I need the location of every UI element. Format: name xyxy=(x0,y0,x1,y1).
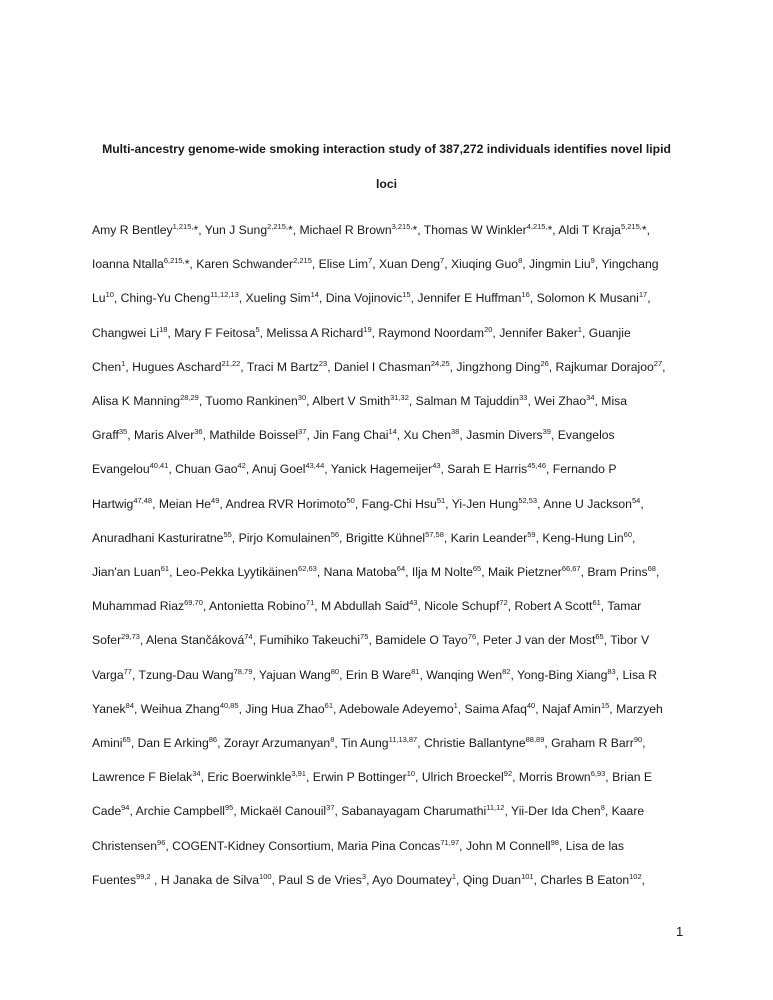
author-name: Amy R Bentley xyxy=(92,223,173,237)
affiliation-superscript: 56 xyxy=(330,529,340,539)
affiliation-superscript: 65 xyxy=(122,734,131,744)
author-name: , Wei Zhao xyxy=(527,394,587,408)
affiliation-superscript: 15 xyxy=(600,700,610,710)
author-name: , Weihua Zhang xyxy=(134,701,220,716)
affiliation-superscript: 49 xyxy=(211,495,220,505)
author-name: Chen xyxy=(92,359,122,374)
author-name: , Maik Pietzner xyxy=(481,565,562,579)
author-name: Fuentes xyxy=(92,872,137,887)
affiliation-superscript: 86 xyxy=(208,734,218,744)
author-name: , xyxy=(632,530,636,545)
author-name: , Solomon K Musani xyxy=(529,291,639,306)
author-name: Muhammad Riaz xyxy=(92,599,185,614)
affiliation-superscript: 52,53 xyxy=(518,495,538,505)
author-name: , Paul S de Vries xyxy=(271,872,362,887)
author-name: , Mary F Feitosa xyxy=(167,325,256,340)
affiliation-superscript: 11,12,13 xyxy=(210,290,239,300)
author-name: , Anne U Jackson xyxy=(537,496,632,511)
affiliation-superscript: 88,89 xyxy=(525,734,545,744)
author-line xyxy=(92,735,692,751)
affiliation-superscript: 98 xyxy=(550,837,559,847)
affiliation-superscript: 76 xyxy=(467,632,477,642)
affiliation-superscript: 31,32 xyxy=(390,392,409,402)
author-line xyxy=(92,530,692,546)
author-name: , Antonietta Robino xyxy=(202,599,306,614)
affiliation-superscript: 51 xyxy=(436,495,446,505)
author-line xyxy=(92,427,692,443)
affiliation-superscript: 34 xyxy=(192,769,201,779)
author-name: , Ching-Yu Cheng xyxy=(113,291,211,306)
author-line xyxy=(92,872,692,888)
author-name: , Tibor V xyxy=(603,633,650,648)
affiliation-superscript: 68 xyxy=(647,563,656,573)
affiliation-superscript: 55 xyxy=(223,529,232,539)
author-name: , xyxy=(662,359,666,374)
author-name: , Karin Leander xyxy=(443,530,528,545)
author-name: , Elise Lim xyxy=(311,257,369,272)
affiliation-superscript: 100 xyxy=(259,871,272,881)
author-line xyxy=(92,359,692,375)
author-name: Amini xyxy=(92,736,123,750)
affiliation-superscript: 2,215, xyxy=(267,221,288,231)
author-name: , Erwin P Bottinger xyxy=(305,770,407,785)
affiliation-superscript: 39 xyxy=(542,427,551,437)
author-line xyxy=(92,496,692,512)
author-name: , Saima Afaq xyxy=(457,701,527,716)
author-name: Varga xyxy=(92,667,124,682)
author-name: Sofer xyxy=(92,633,122,648)
affiliation-superscript: 29,73 xyxy=(121,632,140,642)
affiliation-superscript: 21,22 xyxy=(221,358,241,368)
affiliation-superscript: 92 xyxy=(503,769,513,779)
affiliation-superscript: 16 xyxy=(521,290,530,300)
author-name: , Fang-Chi Hsu xyxy=(354,496,437,511)
author-name: , Wanqing Wen xyxy=(419,667,503,682)
affiliation-superscript: 19 xyxy=(363,324,372,334)
author-name: , Ulrich Broeckel xyxy=(415,770,504,785)
affiliation-superscript: 8 xyxy=(330,734,335,744)
affiliation-superscript: 78,79 xyxy=(233,666,253,676)
affiliation-superscript: 4,215, xyxy=(526,221,548,231)
affiliation-superscript: 61 xyxy=(592,598,601,608)
affiliation-superscript: 62,63 xyxy=(298,563,317,573)
author-name: *, Michael R Brown xyxy=(287,223,392,237)
paper-title-line-1: Multi-ancestry genome-wide smoking interaction study of 387,272 individuals identifies novel lipid xyxy=(102,142,671,156)
author-line xyxy=(92,701,692,717)
affiliation-superscript: 83 xyxy=(607,666,616,676)
author-name: , Erin B Ware xyxy=(339,667,412,682)
author-name: , Sarah E Harris xyxy=(440,462,528,477)
affiliation-superscript: 1 xyxy=(451,871,457,881)
affiliation-superscript: 59 xyxy=(527,529,536,539)
author-line xyxy=(92,256,692,272)
author-name: , Zorayr Arzumanyan xyxy=(217,736,331,750)
author-name: , Eric Boerwinkle xyxy=(200,770,292,785)
affiliation-superscript: 11,12 xyxy=(486,803,505,813)
author-name: , Lisa de las xyxy=(558,838,625,853)
affiliation-superscript: 90 xyxy=(633,734,643,744)
author-name: , Tzung-Dau Wang xyxy=(131,667,234,682)
author-name: , Dan E Arking xyxy=(130,736,209,750)
author-name: , Fernando P xyxy=(546,462,617,477)
author-name: , Pirjo Komulainen xyxy=(231,530,331,545)
affiliation-superscript: 23 xyxy=(318,358,328,368)
affiliation-superscript: 1 xyxy=(453,700,458,710)
author-name: , Archie Campbell xyxy=(129,804,225,819)
affiliation-superscript: 66,67 xyxy=(561,563,581,573)
author-line xyxy=(92,769,692,785)
affiliation-superscript: 71,97 xyxy=(440,837,460,847)
affiliation-superscript: 45,46 xyxy=(527,461,547,471)
affiliation-superscript: 94 xyxy=(121,803,130,813)
author-name: , Jingmin Liu xyxy=(522,257,591,272)
author-name: , Yanick Hagemeijer xyxy=(324,462,433,477)
author-name: , Leo-Pekka Lyytikäinen xyxy=(169,565,299,579)
author-name: , Fumihiko Takeuchi xyxy=(252,633,361,648)
author-name: , Yii-Der Ida Chen xyxy=(504,804,601,819)
author-name: *, Karen Schwander xyxy=(184,257,294,272)
author-name: , Jing Hua Zhao xyxy=(238,701,325,716)
author-name: , Yingchang xyxy=(594,257,659,272)
affiliation-superscript: 50 xyxy=(346,495,355,505)
affiliation-superscript: 33 xyxy=(519,392,528,402)
affiliation-superscript: 42 xyxy=(237,461,246,471)
affiliation-superscript: 37 xyxy=(298,427,307,437)
affiliation-superscript: 24,25 xyxy=(430,358,450,368)
author-name: Evangelou xyxy=(92,462,150,477)
author-name: Changwei Li xyxy=(92,325,160,340)
author-name: , Christie Ballantyne xyxy=(417,736,526,750)
affiliation-superscript: 1,215, xyxy=(172,221,194,231)
affiliation-superscript: 40,41 xyxy=(149,461,169,471)
author-name: , Mickaël Canouil xyxy=(233,804,327,819)
affiliation-superscript: 10 xyxy=(105,290,114,300)
affiliation-superscript: 3 xyxy=(361,871,367,881)
author-name: , Robert A Scott xyxy=(507,599,593,614)
author-name: , Maris Alver xyxy=(127,428,195,443)
author-name: , Chuan Gao xyxy=(168,462,238,477)
author-name: , Marzyeh xyxy=(609,701,663,716)
author-name: , Evangelos xyxy=(550,428,615,443)
author-name: , Yajuan Wang xyxy=(252,667,331,682)
affiliation-superscript: 84 xyxy=(125,700,134,710)
affiliation-superscript: 3,91 xyxy=(291,769,306,779)
author-name: , xyxy=(642,736,646,750)
author-name: , Xueling Sim xyxy=(238,291,311,306)
author-name: , Ilja M Nolte xyxy=(405,565,473,579)
author-line xyxy=(92,325,692,341)
affiliation-superscript: 80 xyxy=(330,666,340,676)
author-name: , Tamar xyxy=(600,599,642,614)
author-line xyxy=(92,222,692,238)
affiliation-superscript: 75 xyxy=(360,632,369,642)
author-name: , xyxy=(640,496,644,511)
author-name: , Jingzhong Ding xyxy=(449,359,541,374)
author-name: , John M Connell xyxy=(459,838,551,853)
affiliation-superscript: 2,215 xyxy=(293,256,312,266)
affiliation-superscript: 28,29 xyxy=(180,392,199,402)
author-name: , Jasmin Divers xyxy=(459,428,543,443)
page-number: 1 xyxy=(676,924,684,939)
author-line xyxy=(92,393,692,409)
author-name: , Tuomo Rankinen xyxy=(198,394,298,408)
affiliation-superscript: 38 xyxy=(450,427,460,437)
affiliation-superscript: 99,2 xyxy=(136,871,151,881)
author-name: , xyxy=(641,872,646,887)
author-name: , Brigitte Kühnel xyxy=(339,530,426,545)
affiliation-superscript: 77 xyxy=(123,666,132,676)
affiliation-superscript: 14 xyxy=(388,427,397,437)
author-line xyxy=(92,290,692,306)
paper-title-line-2: loci xyxy=(376,177,397,191)
author-name: , Morris Brown xyxy=(512,770,591,785)
author-name: , Yong-Bing Xiang xyxy=(510,667,608,682)
author-name: , Charles B Eaton xyxy=(533,872,630,887)
author-name: , Nana Matoba xyxy=(316,565,397,579)
author-name: , Ayo Doumatey xyxy=(366,872,452,887)
affiliation-superscript: 26 xyxy=(540,358,549,368)
author-name: , Xiuqing Guo xyxy=(444,257,519,272)
author-name: , Najaf Amin xyxy=(535,701,601,716)
affiliation-superscript: 47,48 xyxy=(133,495,153,505)
author-name: , Hugues Aschard xyxy=(125,359,222,374)
author-name: Ioanna Ntalla xyxy=(92,257,164,272)
affiliation-superscript: 9 xyxy=(590,256,595,266)
author-name: Jian'an Luan xyxy=(92,565,161,579)
author-name: , M Abdullah Said xyxy=(314,599,410,614)
author-name: Lawrence F Bielak xyxy=(92,770,193,785)
author-name: , Peter J van der Most xyxy=(476,633,596,648)
author-name: , Xuan Deng xyxy=(372,257,441,272)
author-name: , Xu Chen xyxy=(396,428,451,443)
author-name: , Traci M Bartz xyxy=(240,359,319,374)
affiliation-superscript: 54 xyxy=(631,495,641,505)
affiliation-superscript: 101 xyxy=(521,871,534,881)
affiliation-superscript: 43,44 xyxy=(305,461,325,471)
affiliation-superscript: 27 xyxy=(653,358,663,368)
author-name: Lu xyxy=(92,291,106,306)
author-name: Graff xyxy=(92,428,119,443)
author-name: *, Aldi T Kraja xyxy=(547,223,621,237)
author-name: , Brian E xyxy=(605,770,653,785)
affiliation-superscript: 5 xyxy=(255,324,260,334)
author-name: , Yi-Jen Hung xyxy=(445,496,519,511)
affiliation-superscript: 40 xyxy=(526,700,536,710)
author-name: , Graham R Barr xyxy=(544,736,634,750)
author-name: , Qing Duan xyxy=(456,872,522,887)
author-name: , Alena Stančáková xyxy=(139,633,245,648)
affiliation-superscript: 18 xyxy=(159,324,168,334)
author-name: *, Thomas W Winkler xyxy=(412,223,527,237)
affiliation-superscript: 102 xyxy=(629,871,642,881)
affiliation-superscript: 43 xyxy=(432,461,441,471)
affiliation-superscript: 8 xyxy=(600,803,605,813)
affiliation-superscript: 40,85 xyxy=(219,700,239,710)
author-line xyxy=(92,461,692,477)
affiliation-superscript: 71 xyxy=(305,598,315,608)
affiliation-superscript: 34 xyxy=(586,392,595,402)
author-name: Alisa K Manning xyxy=(92,394,181,408)
affiliation-superscript: 96 xyxy=(157,837,166,847)
author-name: , H Janaka de Silva xyxy=(150,872,260,887)
affiliation-superscript: 82 xyxy=(502,666,511,676)
affiliation-superscript: 65 xyxy=(472,563,482,573)
affiliation-superscript: 6,93 xyxy=(590,769,606,779)
affiliation-superscript: 43 xyxy=(409,598,418,608)
author-name: , Jennifer E Huffman xyxy=(410,291,522,306)
author-name: , xyxy=(647,291,651,306)
author-name: , Sabanayagam Charumathi xyxy=(334,804,487,819)
affiliation-superscript: 6,215, xyxy=(163,256,185,266)
affiliation-superscript: 15 xyxy=(402,290,411,300)
author-line xyxy=(92,598,692,614)
affiliation-superscript: 65 xyxy=(595,632,604,642)
author-name: , Raymond Noordam xyxy=(371,325,485,340)
author-name: , Rajkumar Dorajoo xyxy=(548,359,654,374)
author-name: , Jin Fang Chai xyxy=(306,428,389,443)
affiliation-superscript: 69,70 xyxy=(184,598,203,608)
author-line xyxy=(92,564,692,580)
affiliation-superscript: 7 xyxy=(440,256,445,266)
affiliation-superscript: 1 xyxy=(121,358,126,368)
affiliation-superscript: 57,58 xyxy=(425,529,444,539)
affiliation-superscript: 3,215, xyxy=(391,221,413,231)
affiliation-superscript: 60 xyxy=(623,529,632,539)
affiliation-superscript: 64 xyxy=(396,563,406,573)
author-name: , Anuj Goel xyxy=(245,462,306,477)
author-name: Cade xyxy=(92,804,122,819)
author-name: , Melissa A Richard xyxy=(259,325,364,340)
affiliation-superscript: 61 xyxy=(160,563,170,573)
affiliation-superscript: 7 xyxy=(368,256,373,266)
affiliation-superscript: 10 xyxy=(406,769,416,779)
affiliation-superscript: 81 xyxy=(411,666,420,676)
author-name: , Lisa R xyxy=(615,667,658,682)
author-line xyxy=(92,667,692,683)
author-name: Yanek xyxy=(92,701,126,716)
author-name: , Meian He xyxy=(152,496,212,511)
author-name: , Andrea RVR Horimoto xyxy=(219,496,347,511)
author-name: , Misa xyxy=(594,394,628,408)
affiliation-superscript: 17 xyxy=(638,290,648,300)
author-name: , Jennifer Baker xyxy=(492,325,578,340)
affiliation-superscript: 95 xyxy=(225,803,234,813)
affiliation-superscript: 1 xyxy=(577,324,582,334)
affiliation-superscript: 36 xyxy=(194,427,203,437)
affiliation-superscript: 72 xyxy=(499,598,508,608)
author-name: , Daniel I Chasman xyxy=(327,359,431,374)
affiliation-superscript: 35 xyxy=(118,427,128,437)
author-name: Hartwig xyxy=(92,496,134,511)
affiliation-superscript: 61 xyxy=(324,700,333,710)
author-name: , Bram Prins xyxy=(580,565,648,579)
author-name: , Tin Aung xyxy=(334,736,389,750)
affiliation-superscript: 11,13,87 xyxy=(388,734,418,744)
author-name: , COGENT-Kidney Consortium, Maria Pina Concas xyxy=(165,838,441,853)
affiliation-superscript: 5,215, xyxy=(620,221,642,231)
author-name: *, xyxy=(641,223,650,237)
author-name: , Dina Vojinovic xyxy=(318,291,403,306)
author-line xyxy=(92,838,692,854)
author-name: , Nicole Schupf xyxy=(417,599,500,614)
author-name: *, Yun J Sung xyxy=(193,223,268,237)
author-name: , Bamidele O Tayo xyxy=(368,633,468,648)
author-name: , xyxy=(655,565,660,579)
affiliation-superscript: 30 xyxy=(297,392,307,402)
author-line xyxy=(92,632,692,648)
author-name: , Keng-Hung Lin xyxy=(535,530,624,545)
affiliation-superscript: 20 xyxy=(484,324,493,334)
author-name: , Kaare xyxy=(604,804,645,819)
author-name: , Mathilde Boissel xyxy=(202,428,299,443)
author-name: , Adebowale Adeyemo xyxy=(333,701,454,716)
author-name: , Guanjie xyxy=(581,325,631,340)
affiliation-superscript: 8 xyxy=(518,256,523,266)
author-line xyxy=(92,803,692,819)
author-name: Christensen xyxy=(92,838,158,853)
author-name: , Salman M Tajuddin xyxy=(408,394,520,408)
affiliation-superscript: 37 xyxy=(326,803,335,813)
author-name: Anuradhani Kasturiratne xyxy=(92,530,224,545)
author-name: , Albert V Smith xyxy=(306,394,391,408)
affiliation-superscript: 14 xyxy=(310,290,319,300)
affiliation-superscript: 74 xyxy=(244,632,253,642)
